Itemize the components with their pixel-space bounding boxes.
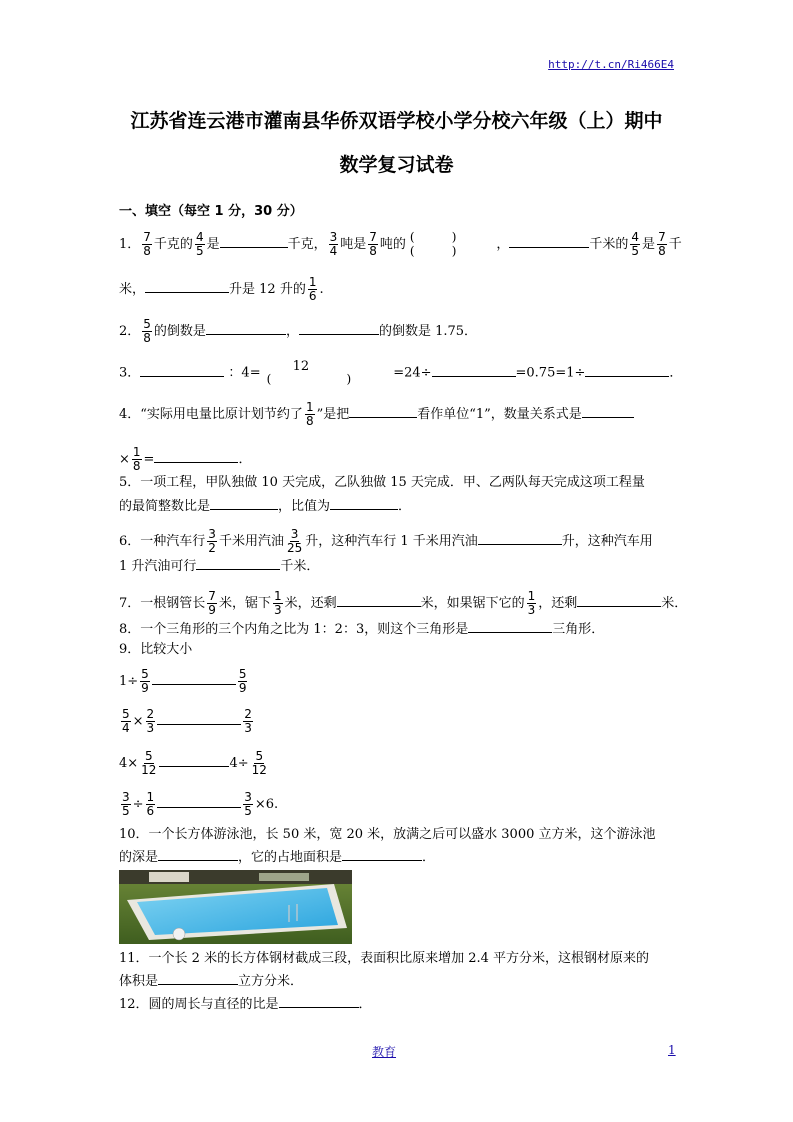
answer-paren-fraction: ( ) ( ) (409, 230, 457, 258)
answer-blank (157, 795, 241, 808)
answer-blank (206, 322, 286, 335)
fraction: $\frac{1}{8}$ (305, 400, 314, 428)
question-11-line1: 11．一个长 2 米的长方体钢材截成三段，表面积比原来增加 2.4 平方分米，这根钢材原来的 (119, 951, 650, 966)
fraction: $\frac{5}{9}$ (238, 667, 247, 695)
answer-blank (582, 405, 634, 418)
answer-blank (157, 712, 241, 725)
fraction: $\frac{3}{2}$ (208, 527, 216, 555)
answer-blank (577, 594, 661, 607)
question-4-line2: × $\frac{1}{8}$ = ． (119, 445, 252, 473)
question-11-line2: 体积是 立方分米． (119, 974, 304, 989)
fraction: $\frac{1}{3}$ (527, 589, 536, 617)
question-4-line1: 4．“实际用电量比原计划节约了 $\frac{1}{8}$ ”是把 看作单位“1”，数量关系式是 (119, 401, 634, 428)
answer-blank (159, 754, 229, 767)
answer-blank (279, 995, 359, 1008)
question-5-line2: 的最简整数比是 ，比值为 ． (119, 499, 412, 514)
fraction: $\frac{7}{8}$ (658, 230, 666, 258)
fraction: $\frac{3}{25}$ (286, 527, 303, 555)
answer-blank (468, 620, 552, 633)
fraction: $\frac{3}{4}$ (329, 230, 338, 258)
fraction: $\frac{7}{8}$ (369, 230, 377, 258)
fraction: $\frac{1}{8}$ (132, 445, 141, 473)
fraction: $\frac{4}{5}$ (195, 230, 204, 258)
question-10-line2: 的深是 ，它的占地面积是 ． (119, 850, 436, 865)
fraction: $\frac{1}{6}$ (308, 275, 317, 303)
question-12: 12．圆的周长与直径的比是 ． (119, 997, 372, 1012)
answer-blank (196, 557, 280, 570)
fraction: $\frac{5}{9}$ (141, 667, 149, 695)
fraction: $\frac{5}{12}$ (141, 749, 157, 777)
question-9-row1: 1÷ $\frac{5}{9}$ $\frac{5}{9}$ (119, 667, 247, 695)
question-8: 8．一个三角形的三个内角之比为 1：2：3，则这个三角形是 三角形． (119, 622, 605, 637)
question-2: 2． $\frac{5}{8}$ 的倒数是 ， 的倒数是 1.75． (119, 317, 478, 345)
answer-blank (152, 672, 236, 685)
fraction: $\frac{5}{4}$ (122, 707, 130, 735)
answer-blank (145, 280, 229, 293)
question-7: 7．一根钢管长 $\frac{7}{9}$ 米，锯下 $\frac{1}{3}$ 米，还剩 米，如果锯下它的 $\frac{1}{3}$ ，还剩 米． (119, 589, 688, 617)
answer-blank (478, 532, 562, 545)
question-9-row3: 4× $\frac{5}{12}$ 4÷ $\frac{5}{12}$ (119, 749, 267, 777)
answer-blank (585, 364, 669, 377)
answer-blank (158, 848, 238, 861)
answer-blank (210, 497, 278, 510)
fraction: $\frac{5}{12}$ (251, 749, 267, 777)
fraction: $\frac{3}{5}$ (244, 790, 252, 818)
fraction: $\frac{4}{5}$ (631, 230, 640, 258)
question-5-line1: 5．一项工程，甲队独做 10 天完成，乙队独做 15 天完成．甲、乙两队每天完成这项工程量 (119, 475, 645, 490)
answer-paren-fraction: 12 ( ) (266, 359, 352, 386)
answer-blank (349, 405, 417, 418)
question-10-line1: 10．一个长方体游泳池，长 50 米，宽 20 米，放满之后可以盛水 3000 立方米，这个游泳池 (119, 827, 656, 842)
question-1-line1: 1． $\frac{7}{8}$ 千克的 $\frac{4}{5}$ 是 千克， $\frac{3}{4}$ 吨是 $\frac{7}{8}$ 吨的 ( ) ( ) ， 千米的 $\frac{4}{5}$ 是 $\frac{7}{8}$ 千 (119, 230, 682, 258)
answer-blank (342, 848, 422, 861)
section-heading: 一、填空（每空 1 分，30 分） (119, 204, 303, 219)
fraction: $\frac{1}{3}$ (273, 589, 282, 617)
fraction: $\frac{5}{8}$ (143, 317, 151, 345)
answer-blank (432, 364, 516, 377)
fraction: $\frac{1}{6}$ (146, 790, 155, 818)
fraction: $\frac{7}{9}$ (208, 589, 216, 617)
answer-blank (337, 594, 421, 607)
fraction: $\frac{2}{3}$ (146, 707, 155, 735)
page-title-line2: 数学复习试卷 (339, 154, 454, 176)
answer-blank (158, 972, 238, 985)
fraction: $\frac{7}{8}$ (143, 230, 151, 258)
fraction: $\frac{2}{3}$ (244, 707, 252, 735)
answer-blank (154, 450, 238, 463)
question-6-line2: 1 升汽油可行 千米． (119, 559, 320, 574)
swimming-pool-image (119, 870, 352, 944)
answer-blank (220, 235, 288, 248)
answer-blank (330, 497, 398, 510)
footer-link[interactable]: 教育 (372, 1045, 397, 1059)
question-9-heading: 9．比较大小 (119, 642, 193, 657)
answer-blank (140, 364, 224, 377)
question-1-line2: 米， 升是 12 升的 $\frac{1}{6}$ . (119, 275, 324, 303)
question-6-line1: 6．一种汽车行 $\frac{3}{2}$ 千米用汽油 $\frac{3}{25}$ 升，这种汽车行 1 千米用汽油 升，这种汽车用 (119, 527, 653, 555)
question-9-row2: $\frac{5}{4}$ × $\frac{2}{3}$ $\frac{2}{3}$ (122, 707, 252, 735)
answer-blank (509, 235, 589, 248)
question-3: 3． ：4= 12 ( ) =24÷ =0.75=1÷ ． (119, 359, 683, 386)
answer-blank (299, 322, 379, 335)
fraction: $\frac{3}{5}$ (122, 790, 130, 818)
page-number: 1 (668, 1043, 676, 1057)
question-9-row4: $\frac{3}{5}$ ÷ $\frac{1}{6}$ $\frac{3}{5}$ ×6. (122, 790, 279, 818)
header-url-link[interactable]: http://t.cn/Ri466E4 (548, 58, 674, 71)
page-title-line1: 江苏省连云港市灌南县华侨双语学校小学分校六年级（上）期中 (130, 110, 663, 132)
